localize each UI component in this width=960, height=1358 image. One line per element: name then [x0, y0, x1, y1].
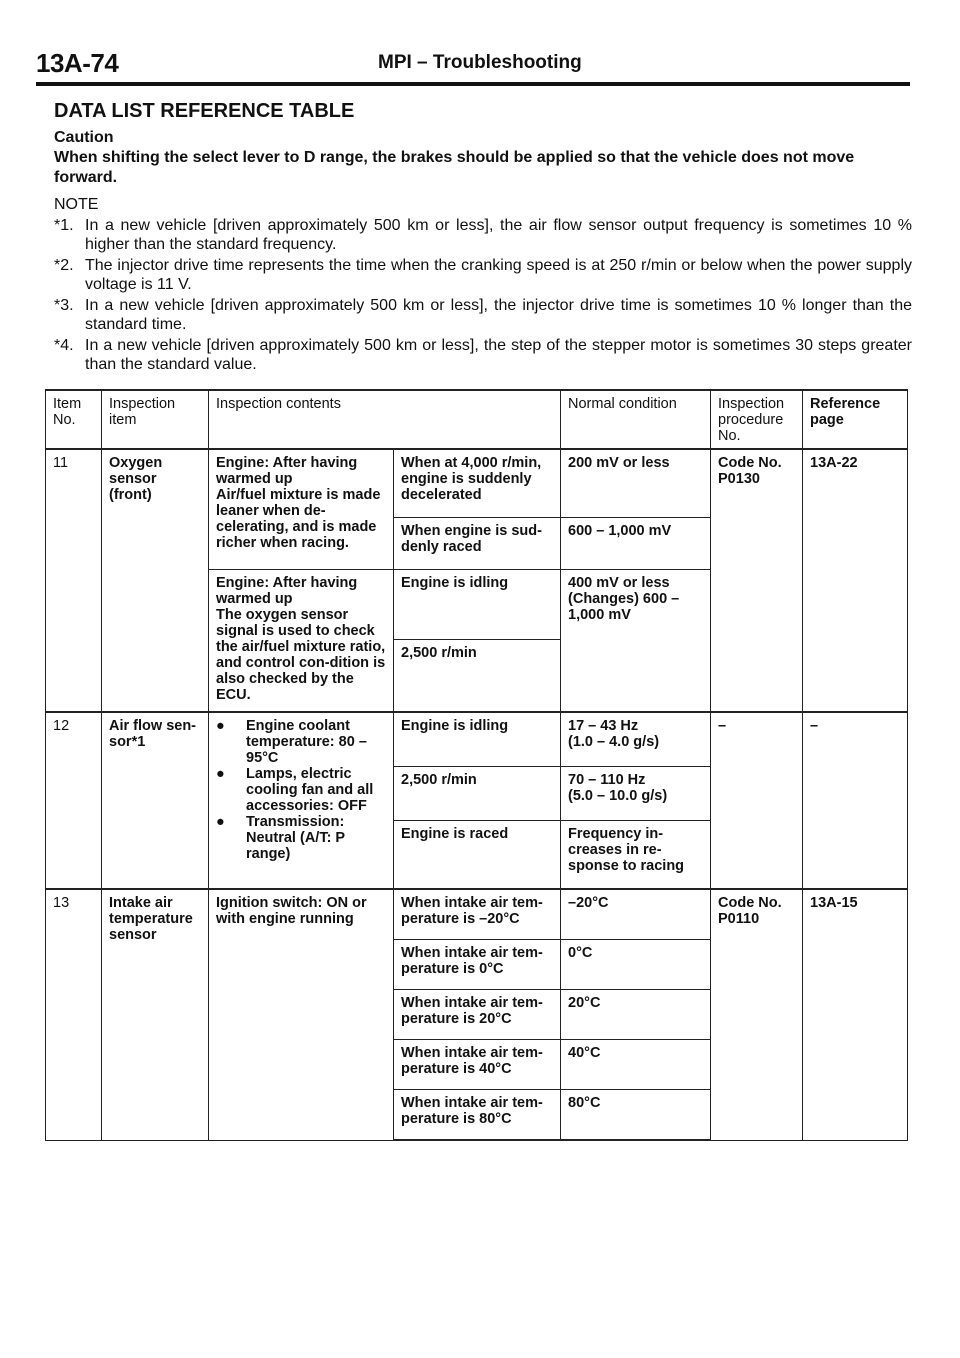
page-number: 13A-74	[36, 48, 119, 78]
item-number: 13	[46, 889, 102, 1140]
note-mark: *3.	[54, 297, 74, 314]
reference-page: –	[803, 712, 908, 889]
note-item	[54, 216, 912, 254]
note-text: In a new vehicle [driven approximately 500 km or less], the injector drive time is sometimes 10 % longer than the standard time.	[85, 297, 912, 333]
table-row	[46, 889, 908, 940]
bullet-text: Engine coolant temperature: 80 – 95°C	[246, 718, 367, 766]
sub-condition: When intake air tem-perature is 0°C	[394, 940, 561, 990]
item-number: 11	[46, 449, 102, 712]
caution-text: When shifting the select lever to D range, the brakes should be applied so that the vehicle does not move forward.	[54, 149, 855, 186]
normal-value	[561, 712, 711, 767]
header-reference-page: Reference page	[803, 390, 908, 449]
normal-value: 400 mV or less (Changes) 600 – 1,000 mV	[561, 570, 711, 713]
bullet-text: Transmission: Neutral (A/T: P range)	[246, 814, 345, 862]
inspection-procedure: Code No. P0130	[711, 449, 803, 712]
table-row	[46, 712, 908, 767]
inspection-procedure: –	[711, 712, 803, 889]
note-text: The injector drive time represents the time when the cranking speed is at 250 r/min or below when the power supply voltage is 11 V.	[85, 257, 912, 293]
normal-value: 40°C	[561, 1040, 711, 1090]
sub-condition: Engine is idling	[394, 712, 561, 767]
inspection-contents: Ignition switch: ON or with engine running	[209, 889, 394, 1140]
condition-text: Air/fuel mixture is made leaner when de-celerating, and is made richer when racing.	[216, 487, 381, 551]
caution-block	[54, 128, 912, 188]
note-mark: *1.	[54, 217, 74, 234]
inspection-contents	[209, 449, 394, 570]
sub-condition: When at 4,000 r/min, engine is suddenly decelerated	[394, 449, 561, 518]
header-inspection-procedure: Inspection procedure No.	[711, 390, 803, 449]
normal-value: 200 mV or less	[561, 449, 711, 518]
note-heading: NOTE	[54, 196, 99, 213]
note-item	[54, 256, 912, 294]
normal-value: –20°C	[561, 889, 711, 940]
header-item-no: Item No.	[46, 390, 102, 449]
page-title: DATA LIST REFERENCE TABLE	[54, 100, 355, 122]
bullet-icon: ●	[216, 814, 225, 830]
inspection-procedure: Code No. P0110	[711, 889, 803, 1140]
normal-value	[561, 767, 711, 821]
header-inspection-contents: Inspection contents	[209, 390, 561, 449]
note-item	[54, 336, 912, 374]
normal-value: Frequency in-creases in re-sponse to racing	[561, 821, 711, 890]
bullet-icon: ●	[216, 718, 225, 734]
sub-condition: When intake air tem-perature is 80°C	[394, 1090, 561, 1141]
bullet-item	[216, 766, 387, 814]
sub-condition: Engine is raced	[394, 821, 561, 890]
inspection-item: Intake air temperature sensor	[102, 889, 209, 1140]
inspection-item: Air flow sen-sor*1	[102, 712, 209, 889]
sub-condition: 2,500 r/min	[394, 640, 561, 713]
item-number: 12	[46, 712, 102, 889]
section-title: MPI – Troubleshooting	[378, 52, 582, 73]
note-mark: *2.	[54, 257, 74, 274]
sub-condition: When engine is sud-denly raced	[394, 518, 561, 570]
table-header-row	[46, 390, 908, 449]
sub-condition: When intake air tem-perature is –20°C	[394, 889, 561, 940]
bullet-text: Lamps, electric cooling fan and all accessories: OFF	[246, 766, 374, 814]
normal-value: 600 – 1,000 mV	[561, 518, 711, 570]
bullet-icon: ●	[216, 766, 225, 782]
bullet-item	[216, 718, 387, 766]
note-text: In a new vehicle [driven approximately 500 km or less], the step of the stepper motor is sometimes 30 steps greater than the standard value.	[85, 337, 912, 373]
bullet-item	[216, 814, 387, 862]
note-mark: *4.	[54, 337, 74, 354]
header-normal-condition: Normal condition	[561, 390, 711, 449]
frequency-value: 70 – 110 Hz	[568, 772, 646, 788]
sub-condition: Engine is idling	[394, 570, 561, 640]
condition-text: Engine: After having warmed up	[216, 575, 358, 607]
table-row	[46, 449, 908, 518]
note-text: In a new vehicle [driven approximately 500 km or less], the air flow sensor output frequency is sometimes 10 % higher than the standard frequency.	[85, 217, 912, 253]
frequency-value: 17 – 43 Hz	[568, 718, 639, 734]
reference-page: 13A-15	[803, 889, 908, 1140]
inspection-item: Oxygen sensor (front)	[102, 449, 209, 712]
inspection-contents	[209, 570, 394, 713]
airflow-value: (1.0 – 4.0 g/s)	[568, 734, 660, 750]
caution-heading: Caution	[54, 129, 114, 146]
condition-text: The oxygen sensor signal is used to check the air/fuel mixture ratio, and control con-dition is also checked by the ECU.	[216, 607, 386, 703]
airflow-value: (5.0 – 10.0 g/s)	[568, 788, 668, 804]
sub-condition: When intake air tem-perature is 40°C	[394, 1040, 561, 1090]
reference-page: 13A-22	[803, 449, 908, 712]
header-rule	[36, 82, 910, 86]
sub-condition: When intake air tem-perature is 20°C	[394, 990, 561, 1040]
sub-condition: 2,500 r/min	[394, 767, 561, 821]
data-list-table	[45, 389, 908, 1141]
inspection-contents	[209, 712, 394, 889]
normal-value: 0°C	[561, 940, 711, 990]
header-inspection-item: Inspection item	[102, 390, 209, 449]
normal-value: 20°C	[561, 990, 711, 1040]
note-item	[54, 296, 912, 334]
condition-text: Engine: After having warmed up	[216, 455, 358, 487]
page-header	[36, 48, 910, 76]
note-block	[54, 195, 912, 376]
normal-value: 80°C	[561, 1090, 711, 1141]
